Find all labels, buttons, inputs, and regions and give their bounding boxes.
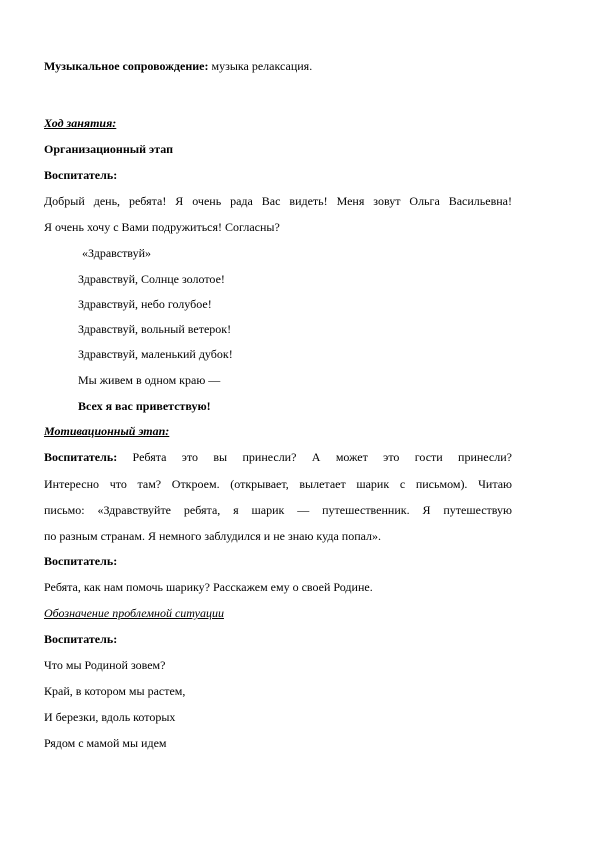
teacher-label: Воспитатель: bbox=[44, 168, 118, 182]
motivation-line: Интересно что там? Откроем. (открывает, вылетает шарик с письмом). Читаю bbox=[44, 477, 512, 491]
poem-line: Здравствуй, Солнце золотое! bbox=[78, 272, 225, 286]
teacher-label: Воспитатель: bbox=[44, 632, 118, 646]
music-value: музыка релаксация. bbox=[208, 59, 313, 73]
help-question: Ребята, как нам помочь шарику? Расскажем ему о своей Родине. bbox=[44, 580, 373, 594]
poem-line: Здравствуй, вольный ветерок! bbox=[78, 322, 232, 336]
homeland-poem-line: И березки, вдоль которых bbox=[44, 710, 176, 724]
lesson-heading: Ход занятия: bbox=[44, 116, 117, 130]
motivation-line: письмо: «Здравствуйте ребята, я шарик — путешественник. Я путешествую bbox=[44, 503, 512, 517]
org-stage-heading: Организационный этап bbox=[44, 142, 174, 156]
motivation-line: по разным странам. Я немного заблудился и не знаю куда попал». bbox=[44, 529, 382, 543]
teacher-label: Воспитатель: bbox=[44, 554, 118, 568]
homeland-poem-line: Край, в котором мы растем, bbox=[44, 684, 186, 698]
poem-line: Здравствуй, маленький дубок! bbox=[78, 347, 233, 361]
music-label: Музыкальное сопровождение: bbox=[44, 59, 209, 73]
problem-heading: Обозначение проблемной ситуации bbox=[44, 606, 224, 620]
motivation-line-1 bbox=[44, 450, 512, 464]
homeland-poem-line: Рядом с мамой мы идем bbox=[44, 736, 167, 750]
motivation-teacher-label: Воспитатель: bbox=[44, 450, 118, 464]
greeting-line-2: Я очень хочу с Вами подружиться! Согласны? bbox=[44, 220, 280, 234]
music-accompaniment-line bbox=[44, 59, 312, 73]
poem-line: Всех я вас приветствую! bbox=[78, 399, 211, 413]
poem-line: Здравствуй, небо голубое! bbox=[78, 297, 212, 311]
motivation-text: Ребята это вы принесли? А может это гости принесли? bbox=[117, 450, 512, 464]
greeting-line-1: Добрый день, ребята! Я очень рада Вас видеть! Меня зовут Ольга Васильевна! bbox=[44, 194, 512, 208]
motivation-heading: Мотивационный этап: bbox=[44, 424, 170, 438]
poem-title: «Здравствуй» bbox=[82, 246, 151, 260]
homeland-poem-line: Что мы Родиной зовем? bbox=[44, 658, 166, 672]
poem-line: Мы живем в одном краю — bbox=[78, 373, 221, 387]
